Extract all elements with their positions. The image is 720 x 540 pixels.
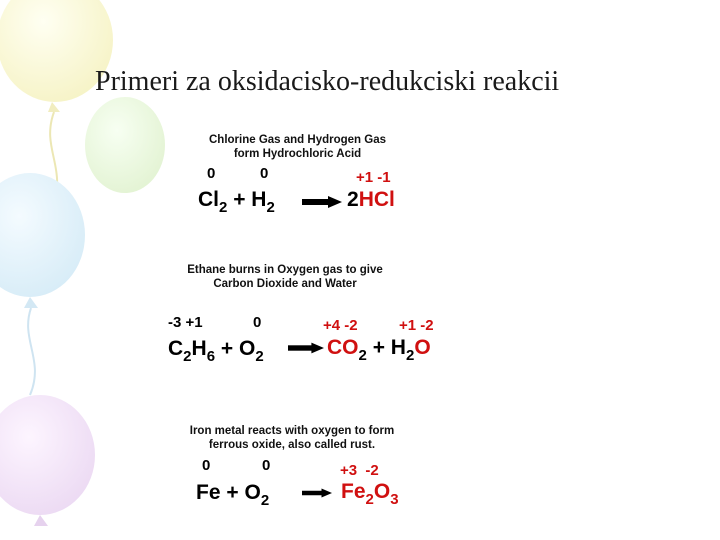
caption-line: form Hydrochloric Acid: [233, 148, 362, 160]
subscript: 2: [183, 348, 192, 365]
subscript: 2: [365, 491, 374, 508]
reaction-3-products: [341, 480, 399, 508]
ox-state: +3 -2: [340, 462, 379, 479]
balloon-purple: [0, 395, 95, 515]
slide-title: Primeri za oksidacisko-redukciski reakcii: [95, 66, 560, 97]
subscript: 2: [405, 347, 415, 364]
product-formula: O: [373, 480, 391, 503]
reaction-3-reactants: [196, 481, 269, 509]
product-formula: HCl: [358, 188, 395, 211]
coefficient: 2: [347, 188, 359, 211]
element-symbol: H: [390, 336, 406, 359]
plus-sign: +: [372, 336, 385, 359]
ox-state: 0: [260, 165, 269, 182]
subscript: 3: [390, 491, 399, 508]
ox-state: 0: [202, 457, 211, 474]
element-symbol: H: [251, 188, 267, 211]
reaction-1-reactants: [198, 188, 275, 216]
element-symbol: C: [168, 337, 184, 360]
subscript: 2: [266, 199, 275, 216]
ox-state: +1 -1: [356, 169, 391, 186]
caption-line: Ethane burns in Oxygen gas to give: [187, 264, 383, 276]
reaction-2-products: [327, 336, 431, 364]
product-formula: CO: [327, 336, 359, 359]
caption-line: Iron metal reacts with oxygen to form: [189, 425, 395, 437]
element-symbol: H: [191, 337, 207, 360]
reaction-2-caption: [170, 263, 400, 291]
caption-line: ferrous oxide, also called rust.: [208, 439, 376, 451]
subscript: 6: [206, 348, 216, 365]
reaction-1-caption: [185, 133, 410, 161]
element-symbol: Cl: [198, 188, 219, 211]
element-symbol: O: [238, 337, 256, 360]
balloon-blue: [0, 173, 85, 297]
reaction-3-caption: [177, 424, 407, 452]
ox-state: 0: [262, 457, 271, 474]
ox-state: 0: [253, 314, 262, 331]
plus-sign: +: [233, 188, 246, 211]
balloon-green: [85, 97, 165, 193]
caption-line: Chlorine Gas and Hydrogen Gas: [208, 134, 386, 146]
element-symbol: Fe: [196, 481, 221, 504]
subscript: 2: [358, 347, 367, 364]
arrow-icon: [302, 196, 342, 208]
subscript: 2: [260, 492, 270, 509]
plus-sign: +: [226, 481, 239, 504]
reaction-1-products: [347, 188, 395, 212]
ox-state: +1 -2: [399, 317, 434, 334]
subscript: 2: [219, 199, 228, 216]
arrow-icon: [302, 487, 332, 499]
subscript: 2: [255, 348, 264, 365]
plus-sign: +: [220, 337, 234, 360]
element-symbol: O: [244, 481, 261, 504]
caption-line: Carbon Dioxide and Water: [213, 278, 357, 290]
ox-state: -3 +1: [168, 314, 203, 331]
ox-state: 0: [207, 165, 216, 182]
ox-state: +4 -2: [323, 317, 358, 334]
reaction-2-reactants: [168, 337, 264, 365]
product-formula: O: [414, 336, 431, 359]
product-formula: Fe: [341, 480, 366, 503]
arrow-icon: [288, 342, 324, 354]
